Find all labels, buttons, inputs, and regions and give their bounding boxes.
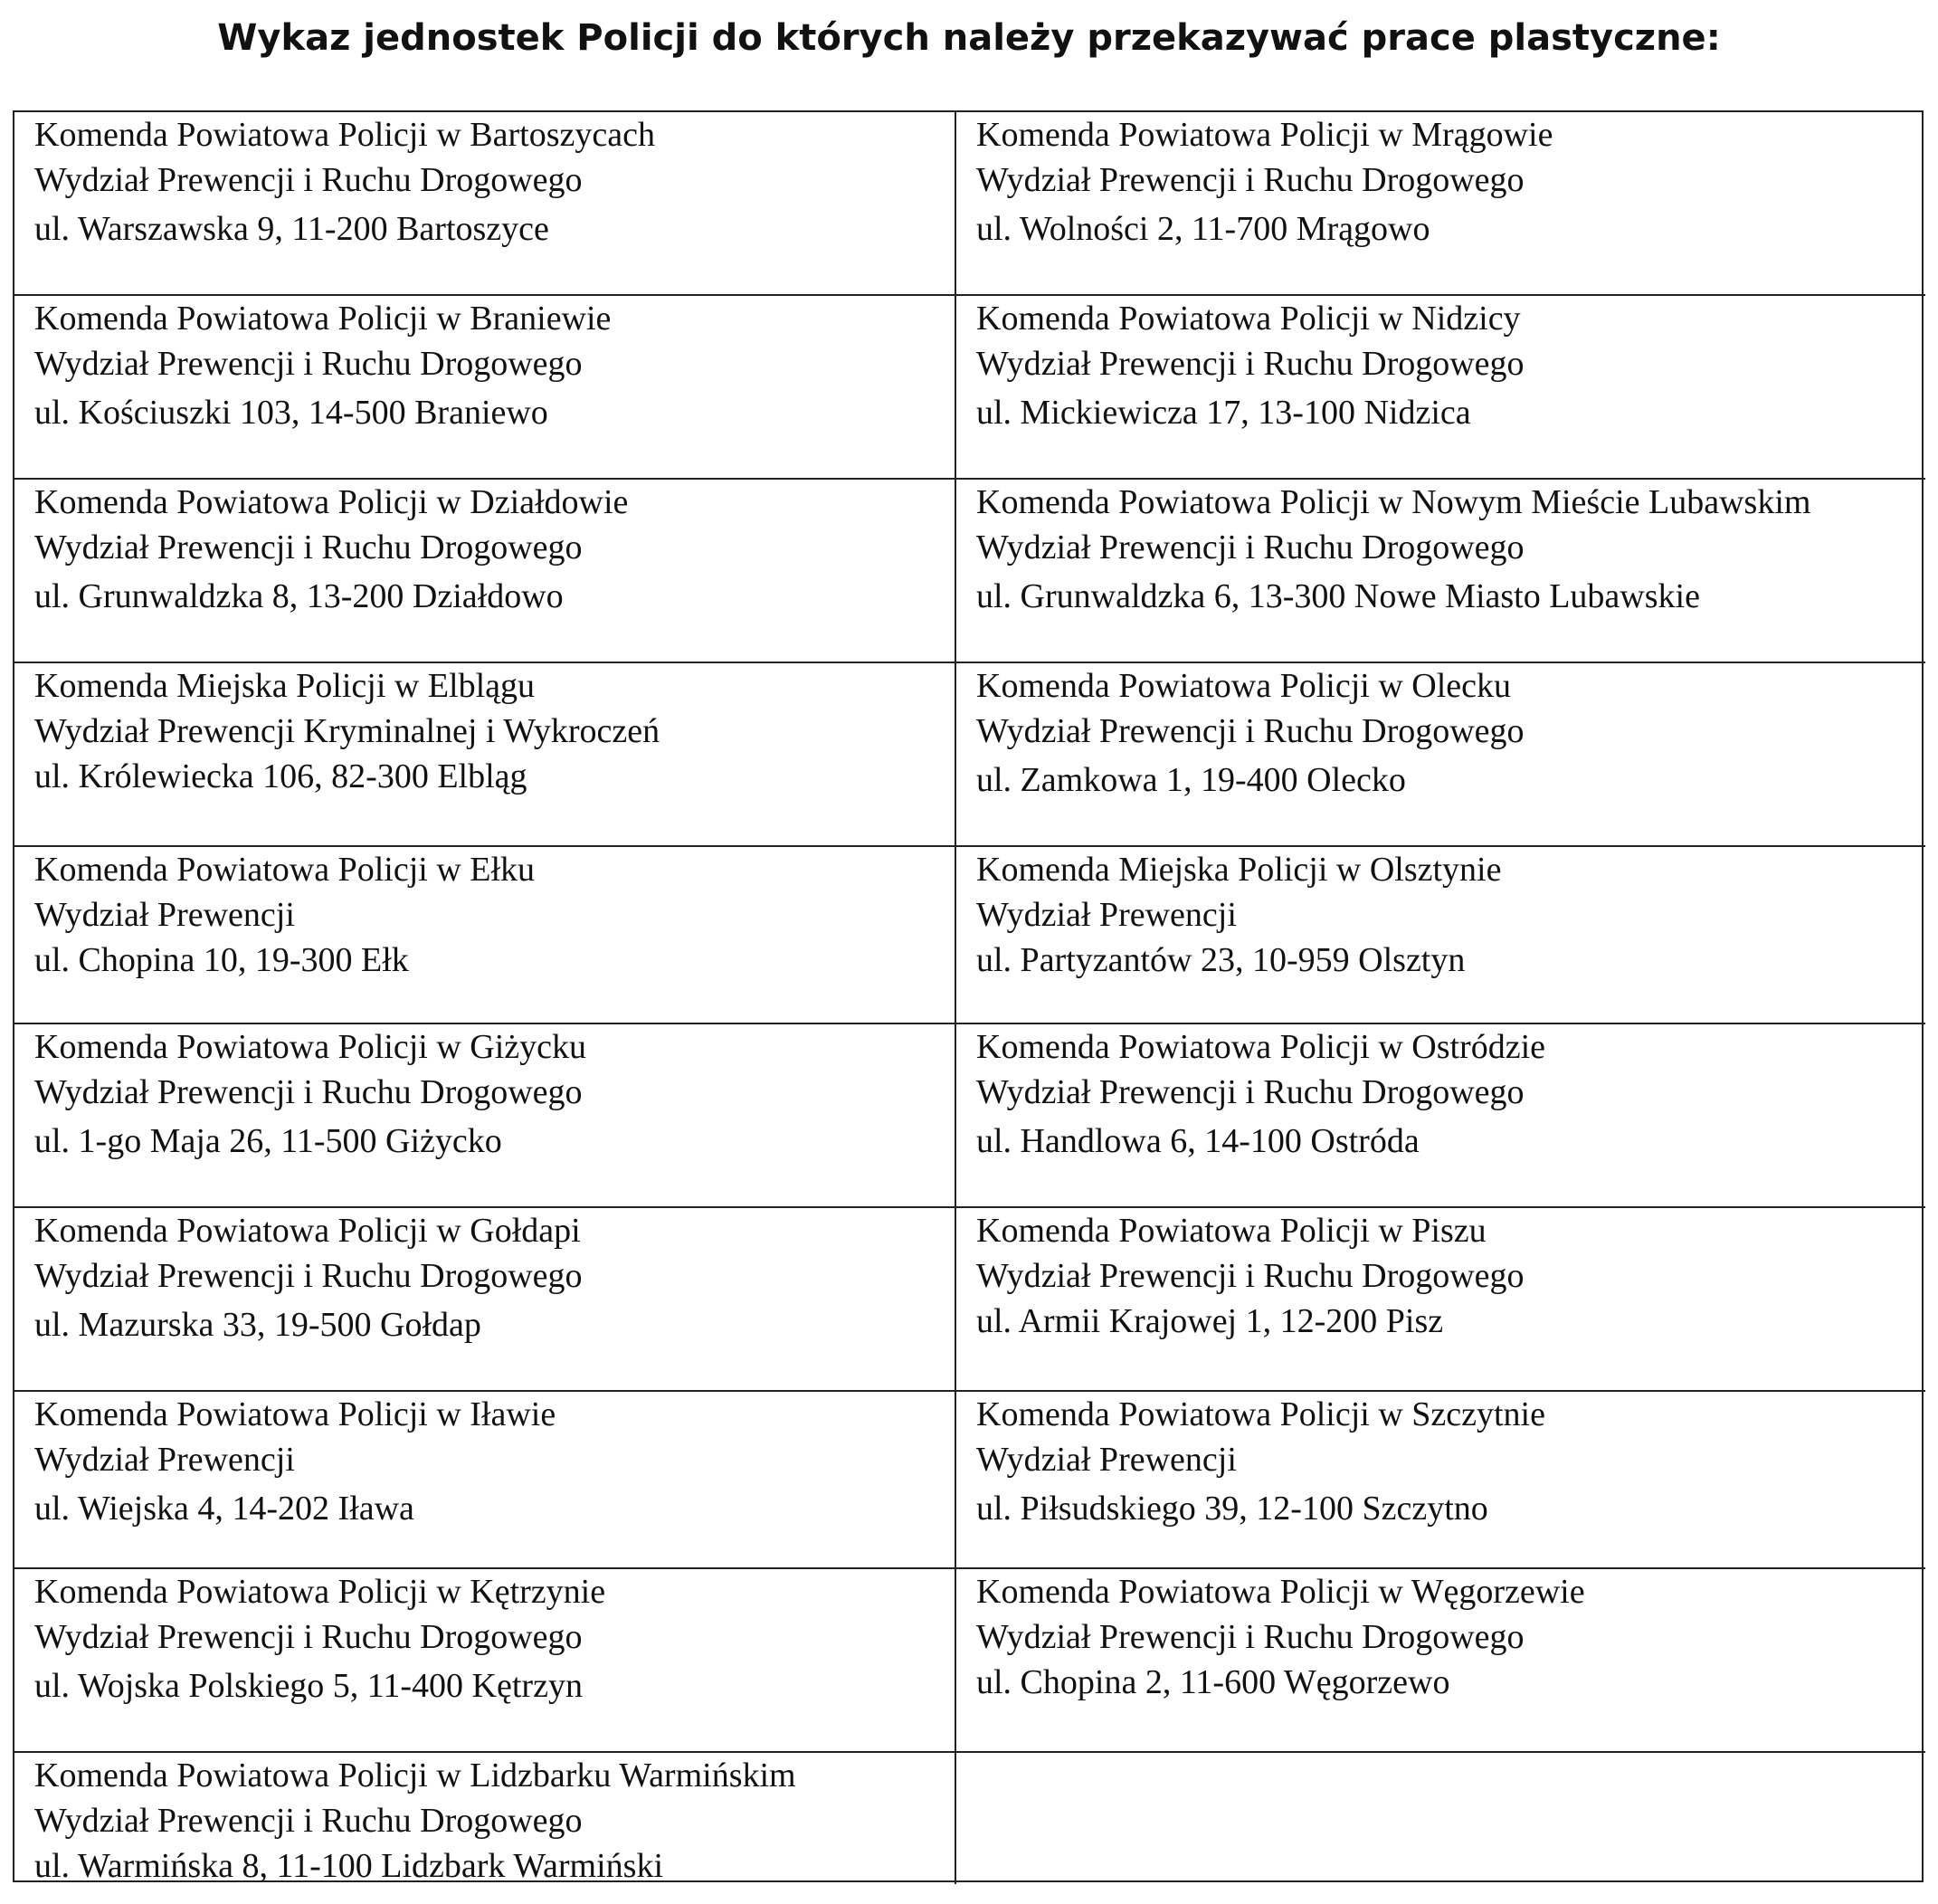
unit-address: ul. Handlowa 6, 14-100 Ostróda (976, 1122, 1420, 1160)
unit-name: Komenda Powiatowa Policji w Mrągowie (976, 116, 1553, 154)
unit-name: Komenda Powiatowa Policji w Giżycku (34, 1028, 587, 1066)
empty-table-cell (956, 1753, 1925, 1884)
table-cell (14, 1392, 956, 1569)
table-cell (14, 1569, 956, 1753)
police-units-table (13, 110, 1924, 1882)
department-name: Wydział Prewencji i Ruchu Drogowego (976, 528, 1525, 566)
table-cell (14, 296, 956, 480)
unit-name: Komenda Powiatowa Policji w Olecku (976, 667, 1512, 705)
table-cell (956, 1569, 1925, 1753)
department-name: Wydział Prewencji i Ruchu Drogowego (34, 345, 583, 383)
department-name: Wydział Prewencji i Ruchu Drogowego (976, 1257, 1525, 1295)
unit-name: Komenda Powiatowa Policji w Iławie (34, 1395, 556, 1433)
department-name: Wydział Prewencji i Ruchu Drogowego (976, 161, 1525, 199)
unit-name: Komenda Powiatowa Policji w Gołdapi (34, 1212, 581, 1250)
table-cell (14, 112, 956, 296)
unit-name: Komenda Powiatowa Policji w Działdowie (34, 483, 629, 521)
unit-name: Komenda Powiatowa Policji w Lidzbarku Warmińskim (34, 1756, 796, 1795)
unit-name: Komenda Miejska Policji w Olsztynie (976, 851, 1502, 889)
department-name: Wydział Prewencji i Ruchu Drogowego (976, 345, 1525, 383)
unit-name: Komenda Powiatowa Policji w Ostródzie (976, 1028, 1546, 1066)
department-name: Wydział Prewencji (34, 1441, 295, 1479)
unit-address: ul. Chopina 2, 11-600 Węgorzewo (976, 1663, 1450, 1701)
unit-address: ul. Chopina 10, 19-300 Ełk (34, 941, 409, 979)
department-name: Wydział Prewencji Kryminalnej i Wykroczeń (34, 712, 660, 750)
department-name: Wydział Prewencji i Ruchu Drogowego (976, 1073, 1525, 1111)
unit-name: Komenda Powiatowa Policji w Węgorzewie (976, 1573, 1585, 1611)
unit-name: Komenda Powiatowa Policji w Piszu (976, 1212, 1487, 1250)
unit-name: Komenda Powiatowa Policji w Nidzicy (976, 300, 1521, 338)
unit-address: ul. Zamkowa 1, 19-400 Olecko (976, 761, 1406, 799)
unit-address: ul. Mickiewicza 17, 13-100 Nidzica (976, 394, 1471, 432)
table-cell (956, 847, 1925, 1024)
unit-address: ul. 1-go Maja 26, 11-500 Giżycko (34, 1122, 502, 1160)
department-name: Wydział Prewencji i Ruchu Drogowego (34, 1618, 583, 1656)
unit-address: ul. Warmińska 8, 11-100 Lidzbark Warmiński (34, 1847, 664, 1884)
unit-name: Komenda Powiatowa Policji w Szczytnie (976, 1395, 1545, 1433)
department-name: Wydział Prewencji i Ruchu Drogowego (976, 712, 1525, 750)
table-cell (956, 112, 1925, 296)
unit-address: ul. Mazurska 33, 19-500 Gołdap (34, 1306, 481, 1344)
unit-address: ul. Grunwaldzka 6, 13-300 Nowe Miasto Lubawskie (976, 577, 1700, 615)
department-name: Wydział Prewencji i Ruchu Drogowego (34, 1257, 583, 1295)
unit-address: ul. Wiejska 4, 14-202 Iława (34, 1490, 414, 1528)
department-name: Wydział Prewencji i Ruchu Drogowego (976, 1618, 1525, 1656)
table-cell (14, 1753, 956, 1884)
department-name: Wydział Prewencji (976, 896, 1237, 934)
table-cell (956, 296, 1925, 480)
unit-name: Komenda Miejska Policji w Elblągu (34, 667, 536, 705)
department-name: Wydział Prewencji i Ruchu Drogowego (34, 1802, 583, 1840)
unit-address: ul. Armii Krajowej 1, 12-200 Pisz (976, 1302, 1444, 1340)
table-cell (956, 1208, 1925, 1392)
page-title: Wykaz jednostek Policji do których należy przekazywać prace plastyczne: (217, 17, 1721, 59)
unit-address: ul. Partyzantów 23, 10-959 Olsztyn (976, 941, 1466, 979)
unit-name: Komenda Powiatowa Policji w Nowym Mieście Lubawskim (976, 483, 1811, 521)
unit-name: Komenda Powiatowa Policji w Braniewie (34, 300, 612, 338)
table-cell (956, 663, 1925, 847)
department-name: Wydział Prewencji i Ruchu Drogowego (34, 161, 583, 199)
table-cell (956, 1024, 1925, 1208)
department-name: Wydział Prewencji (976, 1441, 1237, 1479)
unit-address: ul. Królewiecka 106, 82-300 Elbląg (34, 757, 527, 795)
unit-name: Komenda Powiatowa Policji w Bartoszycach (34, 116, 655, 154)
unit-address: ul. Wolności 2, 11-700 Mrągowo (976, 210, 1430, 248)
unit-name: Komenda Powiatowa Policji w Ełku (34, 851, 536, 889)
unit-address: ul. Piłsudskiego 39, 12-100 Szczytno (976, 1490, 1488, 1528)
unit-name: Komenda Powiatowa Policji w Kętrzynie (34, 1573, 606, 1611)
table-cell (14, 480, 956, 663)
table-cell (14, 847, 956, 1024)
unit-address: ul. Wojska Polskiego 5, 11-400 Kętrzyn (34, 1667, 583, 1705)
unit-address: ul. Grunwaldzka 8, 13-200 Działdowo (34, 577, 564, 615)
table-cell (956, 1392, 1925, 1569)
department-name: Wydział Prewencji i Ruchu Drogowego (34, 1073, 583, 1111)
department-name: Wydział Prewencji i Ruchu Drogowego (34, 528, 583, 566)
table-cell (14, 663, 956, 847)
unit-address: ul. Kościuszki 103, 14-500 Braniewo (34, 394, 548, 432)
unit-address: ul. Warszawska 9, 11-200 Bartoszyce (34, 210, 549, 248)
table-cell (956, 480, 1925, 663)
department-name: Wydział Prewencji (34, 896, 295, 934)
table-cell (14, 1024, 956, 1208)
table-cell (14, 1208, 956, 1392)
